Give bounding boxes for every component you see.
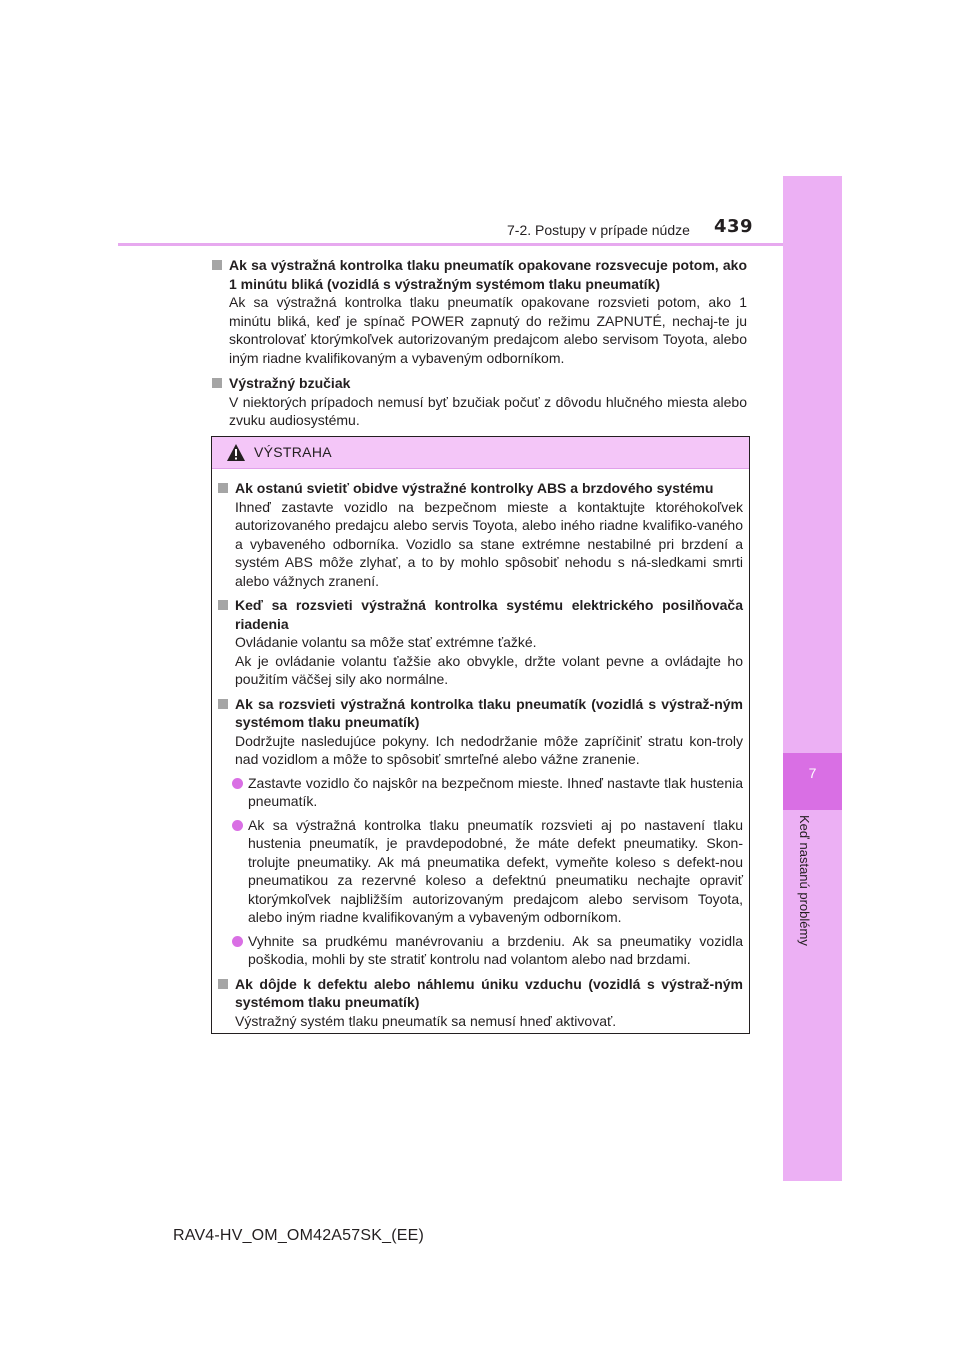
chapter-label: Keď nastanú problémy <box>797 815 812 946</box>
square-bullet-icon <box>218 600 228 610</box>
document-code: RAV4-HV_OM_OM42A57SK_(EE) <box>173 1227 425 1244</box>
warning-item-eps <box>218 596 743 689</box>
square-bullet-icon <box>218 483 228 493</box>
section-body: Ak sa výstražná kontrolka tlaku pneumatík opakovane rozsvieti potom, ako 1 minútu bliká, keď je spínač POWER zapnutý do režimu ZAPNUTÉ, nechaj-te ju skontrolovať ktorýmkoľvek autorizovaným predajcom alebo servisom Toyota, alebo iným riadne kvalifikovaným a vybaveným odborníkom. <box>229 294 747 366</box>
warning-heading: Ak dôjde k defektu alebo náhlemu úniku vzduchu (vozidlá s výstraž-ným systémom tlaku pneumatík) <box>235 975 743 1010</box>
list-item: Vyhnite sa prudkému manévrovaniu a brzdeniu. Ak sa pneumatiky vozidla poškodia, mohli by ste stratiť kontrolu nad volantom alebo nad brzdami. <box>218 932 743 969</box>
warning-text: Výstražný systém tlaku pneumatík sa nemusí hneď aktivovať. <box>235 1012 617 1029</box>
section-body: V niektorých prípadoch nemusí byť bzučiak počuť z dôvodu hlučného miesta alebo zvuku audiosystému. <box>229 393 747 428</box>
round-bullet-icon <box>232 778 243 789</box>
chapter-tab <box>783 176 842 1181</box>
section-buzzer <box>212 374 747 430</box>
square-bullet-icon <box>212 260 222 270</box>
round-bullet-icon <box>232 936 243 947</box>
section-tire-pressure-blink <box>212 256 747 367</box>
warning-heading: Ak sa rozsvieti výstražná kontrolka tlaku pneumatík (vozidlá s výstraž-ným systémom tlaku pneumatík) <box>235 695 743 730</box>
square-bullet-icon <box>218 699 228 709</box>
warning-heading: Ak ostanú svietiť obidve výstražné kontrolky ABS a brzdového systému <box>235 480 714 496</box>
page-number: 439 <box>714 216 754 237</box>
warning-text: Ak je ovládanie volantu ťažšie ako obvykle, držte volant pevne a ovládajte ho použitím väčšej sily ako normálne. <box>235 652 743 687</box>
warning-body <box>218 479 743 1036</box>
round-bullet-icon <box>232 820 243 831</box>
warning-title: VÝSTRAHA <box>254 444 332 460</box>
section-title: 7-2. Postupy v prípade núdze <box>507 222 690 238</box>
header-rule <box>118 243 783 246</box>
section-heading: Ak sa výstražná kontrolka tlaku pneumatík opakovane rozsvecuje potom, ako 1 minútu bliká (vozidlá s výstražným systémom tlaku pneumatík) <box>229 257 747 292</box>
square-bullet-icon <box>218 979 228 989</box>
chapter-number-box <box>783 753 842 810</box>
warning-header <box>212 437 749 469</box>
section-heading: Výstražný bzučiak <box>229 375 351 391</box>
warning-item-abs <box>218 479 743 590</box>
warning-item-puncture <box>218 975 743 1031</box>
warning-box <box>211 436 750 1034</box>
warning-item-tpws <box>218 695 743 969</box>
warning-heading: Keď sa rozsvieti výstražná kontrolka systému elektrického posilňovača riadenia <box>235 597 743 632</box>
list-item: Zastavte vozidlo čo najskôr na bezpečnom mieste. Ihneď nastavte tlak hustenia pneumatík. <box>218 774 743 811</box>
chapter-number: 7 <box>808 765 817 781</box>
square-bullet-icon <box>212 378 222 388</box>
warning-triangle-icon <box>226 443 246 462</box>
warning-text: Ihneď zastavte vozidlo na bezpečnom mieste a kontaktujte ktoréhokoľvek autorizovaného predajcu alebo servis Toyota, alebo iného riadne kvalifiko-vaného a vybaveného odborníka. Vozidlo sa stane extrémne nestabilné pri brzdení a systém ABS môže zlyhať, a to by mohlo spôsobiť nehodu s ná-sledkami smrti alebo vážnych zranení. <box>235 498 743 589</box>
warning-text: Dodržujte nasledujúce pokyny. Ich nedodržanie môže zapríčiniť stratu kon-troly nad vozidlom a môže to spôsobiť smrteľné alebo vážne zranenie. <box>235 732 743 767</box>
list-item: Ak sa výstražná kontrolka tlaku pneumatík rozsvieti aj po nastavení tlaku hustenia pneumatík, je pravdepodobné, že máte defekt pneumatiky. Skon-trolujte pneumatiky. Ak má pneumatika defekt, vymeňte koleso s defekt-nou pneumatikou za rezervné koleso a defektnú pneumatiku nechajte opraviť ktorýmkoľvek najbližším autorizovaným predajcom alebo servisom Toyota, alebo iným riadne kvalifikovaným a vybaveným odborníkom. <box>218 816 743 927</box>
warning-text: Ovládanie volantu sa môže stať extrémne ťažké. <box>235 634 537 650</box>
main-content <box>212 256 747 437</box>
